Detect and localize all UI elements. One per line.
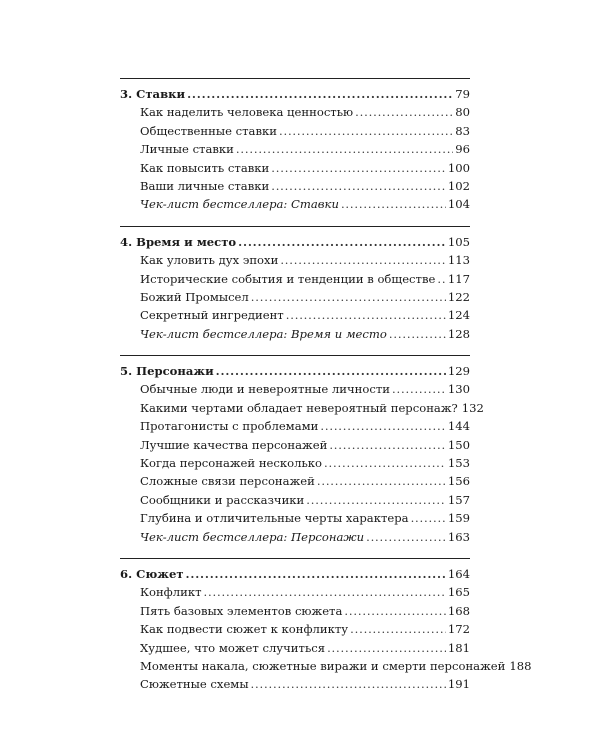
toc-subsection-entry	[120, 159, 470, 177]
toc-chapter-entry-page-number: 129	[447, 364, 470, 379]
toc-subsection-entry	[120, 177, 470, 195]
dot-leader	[350, 620, 446, 638]
toc-subsection-entry	[120, 454, 470, 472]
toc-subsection-entry-title: Лучшие качества персонажей	[140, 437, 328, 452]
dot-leader	[320, 417, 446, 435]
toc-subsection-entry-page-number: 172	[447, 622, 470, 637]
toc-chapter-section	[120, 226, 470, 351]
toc-checklist-entry-title: Чек-лист бестселлера: Ставки	[140, 197, 339, 212]
toc-checklist-entry-page-number: 163	[447, 529, 470, 544]
toc-chapter-entry-title: 4. Время и место	[120, 234, 237, 249]
toc-checklist-entry-page-number: 104	[447, 197, 470, 212]
toc-subsection-entry	[120, 491, 470, 509]
toc-subsection-entry-title: Как уловить дух эпохи	[140, 253, 279, 268]
dot-leader	[236, 140, 453, 158]
dot-leader	[344, 602, 445, 620]
toc-chapter-entry	[120, 362, 470, 380]
dot-leader	[186, 565, 446, 583]
dot-leader	[279, 122, 453, 140]
toc-chapter-entry-page-number: 79	[455, 87, 470, 101]
toc-subsection-entry-title: Общественные ставки	[140, 123, 277, 138]
toc-chapter-entry-title: 3. Ставки	[120, 87, 186, 101]
toc-subsection-entry	[120, 639, 470, 657]
toc-subsection-entry-title: Протагонисты с проблемами	[140, 419, 319, 434]
toc-checklist-entry-title: Чек-лист бестселлера: Время и место	[140, 326, 387, 341]
toc-subsection-entry-page-number: 83	[455, 123, 470, 138]
toc-subsection-entry-page-number: 96	[455, 142, 470, 157]
toc-subsection-entry-page-number: 165	[447, 585, 470, 600]
toc-subsection-entry	[120, 288, 470, 306]
toc-subsection-entry-title: Сюжетные схемы	[140, 677, 249, 692]
toc-subsection-entry	[120, 399, 484, 417]
dot-leader	[271, 159, 446, 177]
toc-subsection-entry-page-number: 159	[447, 511, 470, 526]
dot-leader	[411, 509, 446, 527]
toc-subsection-entry-page-number: 188	[509, 658, 532, 673]
toc-subsection-entry	[120, 583, 470, 601]
dot-leader	[280, 251, 446, 269]
toc-subsection-entry-page-number: 124	[447, 308, 470, 323]
toc-subsection-entry-page-number: 102	[447, 178, 470, 193]
toc-subsection-entry-page-number: 144	[447, 419, 470, 434]
toc-subsection-entry	[120, 270, 470, 288]
dot-leader	[187, 85, 453, 103]
toc-subsection-entry-page-number: 100	[447, 160, 470, 175]
dot-leader	[271, 177, 446, 195]
toc-subsection-entry	[120, 602, 470, 620]
dot-leader	[317, 472, 446, 490]
dot-leader	[216, 362, 446, 380]
toc-subsection-entry	[120, 103, 470, 121]
toc-subsection-entry	[120, 436, 470, 454]
dot-leader	[327, 639, 446, 657]
toc-list	[120, 78, 532, 702]
toc-subsection-entry-page-number: 113	[447, 253, 470, 268]
toc-subsection-entry-title: Секретный ингредиент	[140, 308, 284, 323]
toc-subsection-entry-title: Какими чертами обладает невероятный персонаж?	[140, 400, 458, 415]
dot-leader	[204, 583, 446, 601]
toc-chapter-entry	[120, 565, 470, 583]
dot-leader	[437, 270, 446, 288]
toc-subsection-entry-title: Личные ставки	[140, 142, 234, 157]
toc-subsection-entry-page-number: 132	[461, 400, 484, 415]
toc-chapter-entry-page-number: 164	[447, 566, 470, 581]
toc-subsection-entry-title: Глубина и отличительные черты характера	[140, 511, 409, 526]
toc-chapter-entry-page-number: 105	[447, 234, 470, 249]
toc-subsection-entry-page-number: 156	[447, 474, 470, 489]
toc-subsection-entry-page-number: 117	[447, 271, 470, 286]
toc-checklist-entry	[120, 195, 470, 213]
toc-subsection-entry	[120, 122, 470, 140]
toc-subsection-entry-title: Обычные люди и невероятные личности	[140, 382, 391, 397]
toc-subsection-entry-title: Когда персонажей несколько	[140, 456, 323, 471]
dot-leader	[341, 195, 446, 213]
toc-subsection-entry-title: Ваши личные ставки	[140, 178, 270, 193]
toc-subsection-entry-title: Как подвести сюжет к конфликту	[140, 622, 349, 637]
dot-leader	[389, 325, 446, 343]
toc-subsection-entry	[120, 657, 532, 675]
toc-subsection-entry-page-number: 157	[447, 492, 470, 507]
dot-leader	[286, 306, 446, 324]
toc-chapter-entry	[120, 233, 470, 251]
dot-leader	[251, 675, 446, 693]
toc-checklist-entry	[120, 528, 470, 546]
toc-subsection-entry	[120, 620, 470, 638]
toc-subsection-entry-page-number: 181	[447, 640, 470, 655]
toc-subsection-entry	[120, 472, 470, 490]
toc-subsection-entry-title: Сообщники и рассказчики	[140, 492, 305, 507]
toc-subsection-entry-page-number: 153	[447, 456, 470, 471]
toc-checklist-entry	[120, 325, 470, 343]
toc-subsection-entry-page-number: 191	[447, 677, 470, 692]
toc-subsection-entry-title: Божий Промысел	[140, 289, 249, 304]
toc-subsection-entry-title: Конфликт	[140, 585, 202, 600]
toc-checklist-entry-title: Чек-лист бестселлера: Персонажи	[140, 529, 365, 544]
toc-subsection-entry	[120, 509, 470, 527]
toc-chapter-section	[120, 78, 470, 222]
dot-leader	[329, 436, 446, 454]
toc-subsection-entry	[120, 417, 470, 435]
toc-subsection-entry-page-number: 150	[447, 437, 470, 452]
toc-subsection-entry-title: Моменты накала, сюжетные виражи и смерти персонажей	[140, 658, 506, 673]
toc-subsection-entry-page-number: 80	[455, 105, 470, 120]
toc-subsection-entry-title: Как наделить человека ценностью	[140, 105, 354, 120]
toc-chapter-entry-title: 5. Персонажи	[120, 364, 214, 379]
toc-subsection-entry-page-number: 122	[447, 289, 470, 304]
toc-subsection-entry-title: Исторические события и тенденции в обществе	[140, 271, 436, 286]
toc-subsection-entry	[120, 251, 470, 269]
toc-subsection-entry	[120, 675, 470, 693]
dot-leader	[238, 233, 446, 251]
toc-subsection-entry	[120, 380, 470, 398]
dot-leader	[355, 103, 453, 121]
toc-chapter-section	[120, 355, 484, 554]
toc-subsection-entry-title: Пять базовых элементов сюжета	[140, 603, 343, 618]
table-of-contents	[120, 74, 532, 702]
toc-subsection-entry-title: Сложные связи персонажей	[140, 474, 315, 489]
toc-subsection-entry	[120, 140, 470, 158]
toc-subsection-entry-title: Как повысить ставки	[140, 160, 270, 175]
toc-chapter-section	[120, 558, 532, 702]
dot-leader	[324, 454, 446, 472]
toc-subsection-entry-title: Худшее, что может случиться	[140, 640, 326, 655]
toc-subsection-entry-page-number: 130	[447, 382, 470, 397]
dot-leader	[251, 288, 446, 306]
toc-subsection-entry	[120, 306, 470, 324]
dot-leader	[306, 491, 446, 509]
dot-leader	[366, 528, 446, 546]
toc-chapter-entry-title: 6. Сюжет	[120, 566, 184, 581]
dot-leader	[392, 380, 446, 398]
toc-subsection-entry-page-number: 168	[447, 603, 470, 618]
toc-checklist-entry-page-number: 128	[447, 326, 470, 341]
toc-chapter-entry	[120, 85, 470, 103]
